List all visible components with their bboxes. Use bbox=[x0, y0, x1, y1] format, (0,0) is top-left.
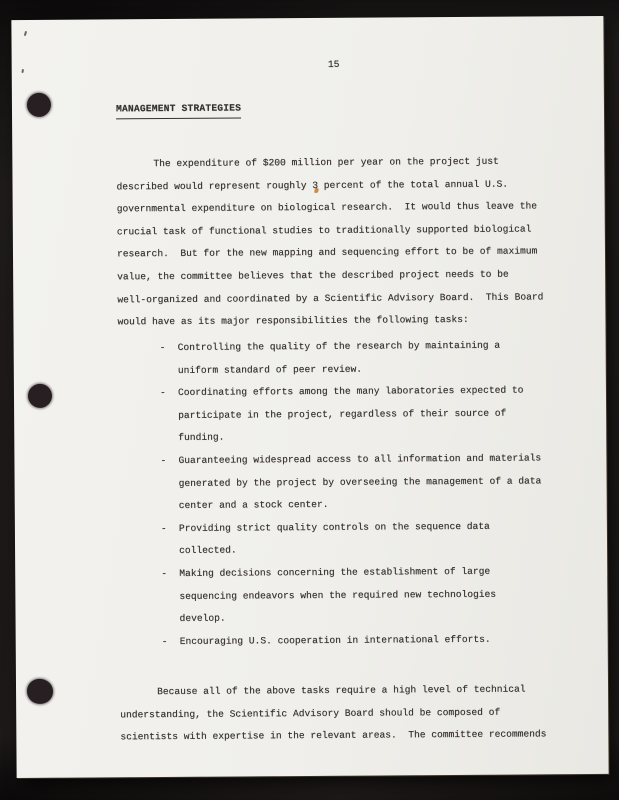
bullet-dash: - bbox=[159, 342, 166, 354]
text-line: Encouraging U.S. cooperation in international efforts. bbox=[179, 633, 491, 647]
text-line: The expenditure of $200 million per year on the project just bbox=[153, 155, 499, 170]
text-line: Coordinating efforts among the many laboratories expected to bbox=[177, 384, 524, 399]
section-heading: MANAGEMENT STRATEGIES bbox=[116, 102, 241, 119]
page-number: 15 bbox=[327, 58, 340, 70]
text-line: Providing strict quality controls on the sequence data bbox=[178, 520, 490, 534]
text-line: center and a stock center. bbox=[178, 499, 329, 512]
text-line: sequencing endeavors when the required new technologies bbox=[179, 588, 497, 602]
text-line: governmental expenditure on biological research. It would thus leave the bbox=[116, 200, 537, 215]
bullet-dash: - bbox=[161, 635, 168, 647]
text-line: collected. bbox=[179, 544, 237, 557]
text-line: Making decisions concerning the establishment of large bbox=[179, 565, 491, 579]
text-line: funding. bbox=[178, 431, 225, 444]
text-line: crucial task of functional studies to traditionally supported biological bbox=[116, 223, 532, 238]
paragraph-expenditure bbox=[116, 150, 543, 334]
list-item bbox=[161, 560, 542, 630]
text-line: generated by the project by overseeing the management of a data bbox=[178, 474, 542, 489]
page-content bbox=[11, 16, 608, 778]
list-item bbox=[160, 334, 541, 382]
text-line: Guaranteeing widespread access to all information and materials bbox=[178, 452, 542, 466]
bullet-dash: - bbox=[160, 522, 167, 534]
list-item bbox=[160, 447, 541, 517]
document-page bbox=[11, 16, 608, 778]
text-line: participate in the project, regardless of their source of bbox=[178, 407, 507, 421]
bullet-dash: - bbox=[161, 567, 168, 579]
text-line: well-organized and coordinated by a Scientific Advisory Board. This Board bbox=[117, 290, 544, 305]
text-line: scientists with expertise in the relevant areas. The committee recommends bbox=[120, 728, 547, 743]
task-list bbox=[160, 334, 543, 653]
paragraph-conclusion bbox=[120, 678, 547, 749]
list-item bbox=[161, 515, 542, 563]
text-line: value, the committee believes that the described project needs to be bbox=[117, 268, 509, 283]
text-line: uniform standard of peer review. bbox=[177, 363, 363, 376]
list-item bbox=[160, 380, 541, 450]
text-line: develop. bbox=[179, 612, 226, 625]
text-line: understanding, the Scientific Advisory Board should be composed of bbox=[120, 706, 501, 720]
text-line: described would represent roughly 3 percent of the total annual U.S. bbox=[116, 178, 509, 192]
bullet-dash: - bbox=[160, 454, 167, 467]
text-line: would have as its major responsibilities the following tasks: bbox=[117, 314, 469, 328]
text-line: research. But for the new mapping and sequencing effort to be of maximum bbox=[116, 245, 538, 260]
bullet-dash: - bbox=[159, 387, 166, 399]
text-line: Controlling the quality of the research by maintaining a bbox=[177, 339, 501, 353]
text-line: Because all of the above tasks require a high level of technical bbox=[157, 683, 526, 698]
list-item bbox=[162, 628, 543, 653]
